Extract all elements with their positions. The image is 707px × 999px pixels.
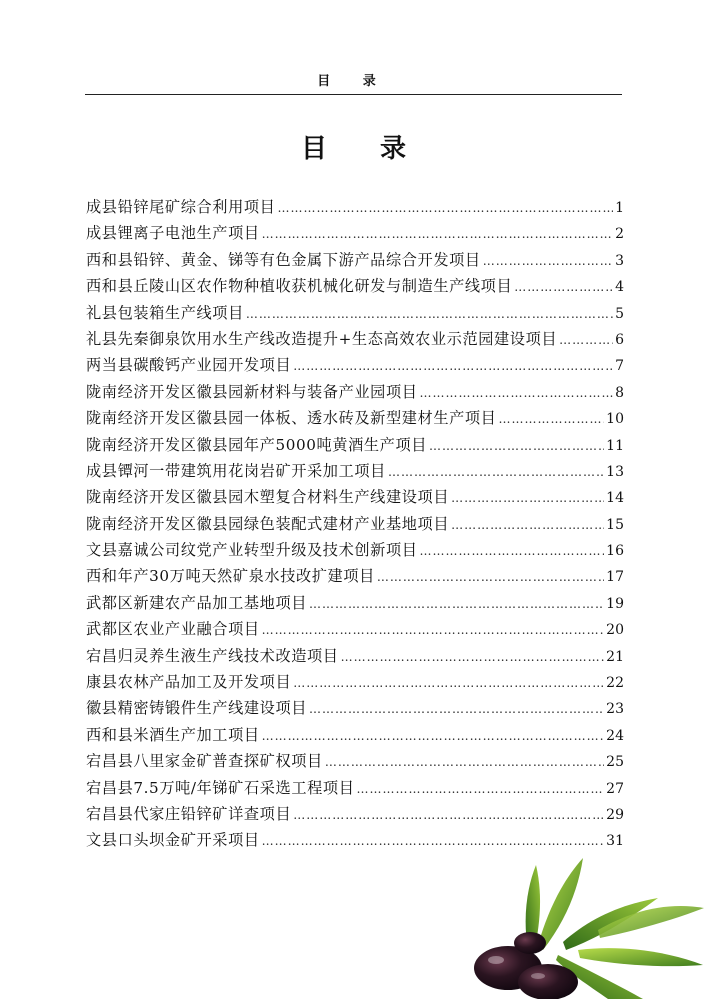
- toc-entry: [86, 618, 624, 644]
- toc-entry-page-number: 21: [606, 648, 624, 665]
- toc-entry-page-number: 10: [606, 411, 624, 428]
- toc-entry: [86, 381, 624, 407]
- toc-entry-title: 文县嘉诚公司纹党产业转型升级及技术创新项目: [86, 541, 418, 560]
- toc-entry-title: 武都区农业产业融合项目: [86, 620, 260, 639]
- toc-dot-leader: [309, 593, 604, 615]
- toc-entry-page-number: 25: [606, 754, 624, 771]
- leaf-3: [578, 948, 703, 966]
- toc-entry-page-number: 1: [615, 200, 624, 216]
- toc-entry-page-number: 2: [615, 226, 624, 243]
- toc-entry: [86, 275, 624, 301]
- page-title: 目 录: [300, 134, 429, 164]
- toc-dot-leader: [262, 619, 605, 641]
- toc-dot-leader: [262, 725, 605, 747]
- toc-dot-leader: [559, 329, 613, 351]
- toc-entry-title: 两当县碳酸钙产业园开发项目: [86, 356, 292, 375]
- toc-dot-leader: [451, 514, 604, 536]
- toc-entry-page-number: 4: [615, 279, 624, 296]
- toc-entry-title: 康县农林产品加工及开发项目: [86, 673, 292, 692]
- toc-entry-page-number: 24: [606, 727, 624, 744]
- running-header-title: 目 录: [317, 74, 390, 89]
- toc-entry: [86, 697, 624, 723]
- toc-dot-leader: [293, 804, 604, 826]
- toc-entry-page-number: 8: [615, 384, 624, 401]
- toc-entry-page-number: 29: [606, 806, 624, 823]
- toc-entry-title: 礼县包装箱生产线项目: [86, 303, 244, 322]
- toc-entry-title: 陇南经济开发区徽县园年产5000吨黄酒生产项目: [86, 435, 428, 454]
- toc-entry-page-number: 7: [615, 358, 624, 375]
- toc-entry: [86, 407, 624, 433]
- toc-entry: [86, 302, 624, 328]
- toc-entry-page-number: 14: [606, 490, 624, 507]
- toc-entry-title: 西和县丘陵山区农作物种植收获机械化研发与制造生产线项目: [86, 277, 513, 296]
- toc-dot-leader: [262, 223, 613, 245]
- toc-entry-title: 文县口头坝金矿开采项目: [86, 831, 260, 850]
- toc-entry: [86, 671, 624, 697]
- toc-entry: [86, 750, 624, 776]
- running-header: [85, 72, 622, 95]
- toc-dot-leader: [429, 435, 604, 457]
- olive-2: [518, 964, 578, 999]
- toc-entry: [86, 460, 624, 486]
- toc-entry: [86, 434, 624, 460]
- toc-dot-leader: [293, 355, 613, 377]
- toc-entry-title: 宕昌县7.5万吨/年锑矿石采选工程项目: [86, 778, 355, 797]
- toc-entry-page-number: 19: [606, 595, 624, 612]
- toc-entry-page-number: 13: [606, 463, 624, 480]
- toc-entry-page-number: 5: [615, 305, 624, 322]
- toc-entry-title: 武都区新建农产品加工基地项目: [86, 593, 308, 612]
- toc-entry-title: 徽县精密铸锻件生产线建设项目: [86, 699, 308, 718]
- toc-entry: [86, 803, 624, 829]
- toc-entry-title: 西和年产30万吨天然矿泉水技改扩建项目: [86, 567, 375, 586]
- toc-entry: [86, 354, 624, 380]
- toc-dot-leader: [377, 566, 604, 588]
- toc-entry: [86, 222, 624, 248]
- toc-dot-leader: [388, 461, 604, 483]
- olive-branch-illustration: [468, 850, 707, 999]
- toc-dot-leader: [341, 646, 605, 668]
- toc-entry: [86, 539, 624, 565]
- toc-dot-leader: [420, 382, 614, 404]
- toc-entry: [86, 592, 624, 618]
- toc-entry-title: 宕昌归灵养生液生产线技术改造项目: [86, 646, 339, 665]
- toc-dot-leader: [356, 778, 604, 800]
- toc-entry-title: 陇南经济开发区徽县园一体板、透水砖及新型建材生产项目: [86, 409, 497, 428]
- toc-entry-page-number: 3: [615, 252, 624, 269]
- toc-entry-title: 礼县先秦御泉饮用水生产线改造提升+生态高效农业示范园建设项目: [86, 329, 558, 348]
- toc-entry-page-number: 22: [606, 675, 624, 692]
- toc-entry-title: 成县锂离子电池生产项目: [86, 224, 260, 243]
- toc-entry-page-number: 17: [606, 569, 624, 586]
- toc-entry-page-number: 6: [615, 331, 624, 348]
- toc-dot-leader: [514, 276, 613, 298]
- toc-dot-leader: [451, 487, 604, 509]
- toc-entry-page-number: 23: [606, 701, 624, 718]
- toc-entry-title: 成县铅锌尾矿综合利用项目: [86, 198, 276, 216]
- toc-entry-title: 西和县铅锌、黄金、锑等有色金属下游产品综合开发项目: [86, 250, 481, 269]
- toc-entry: [86, 486, 624, 512]
- olive-highlight-1: [488, 956, 504, 964]
- table-of-contents: [86, 196, 624, 856]
- toc-dot-leader: [325, 751, 604, 773]
- toc-entry-title: 宕昌县八里家金矿普查探矿权项目: [86, 752, 323, 771]
- toc-entry-title: 陇南经济开发区徽县园新材料与装备产业园项目: [86, 382, 418, 401]
- toc-entry: [86, 196, 624, 222]
- toc-entry-title: 陇南经济开发区徽县园绿色装配式建材产业基地项目: [86, 514, 450, 533]
- toc-entry-title: 宕昌县代家庄铅锌矿详查项目: [86, 804, 292, 823]
- toc-entry: [86, 249, 624, 275]
- toc-dot-leader: [498, 408, 604, 430]
- toc-dot-leader: [246, 303, 613, 325]
- toc-entry-title: 西和县米酒生产加工项目: [86, 725, 260, 744]
- olive-3: [514, 932, 546, 954]
- toc-entry-title: 陇南经济开发区徽县园木塑复合材料生产线建设项目: [86, 488, 450, 507]
- toc-dot-leader: [420, 540, 605, 562]
- toc-entry: [86, 513, 624, 539]
- toc-entry-page-number: 11: [606, 437, 624, 454]
- toc-entry-page-number: 27: [606, 780, 624, 797]
- toc-dot-leader: [483, 250, 613, 272]
- toc-dot-leader: [293, 672, 604, 694]
- toc-dot-leader: [309, 698, 604, 720]
- toc-entry: [86, 328, 624, 354]
- toc-entry-page-number: 20: [606, 622, 624, 639]
- toc-dot-leader: [277, 197, 613, 219]
- toc-entry-page-number: 15: [606, 516, 624, 533]
- olive-highlight-2: [531, 973, 545, 979]
- toc-entry: [86, 724, 624, 750]
- toc-entry-page-number: 16: [606, 543, 624, 560]
- toc-entry-page-number: 31: [606, 833, 624, 850]
- toc-entry-title: 成县镡河一带建筑用花岗岩矿开采加工项目: [86, 461, 386, 480]
- toc-entry: [86, 645, 624, 671]
- toc-entry: [86, 565, 624, 591]
- toc-entry: [86, 777, 624, 803]
